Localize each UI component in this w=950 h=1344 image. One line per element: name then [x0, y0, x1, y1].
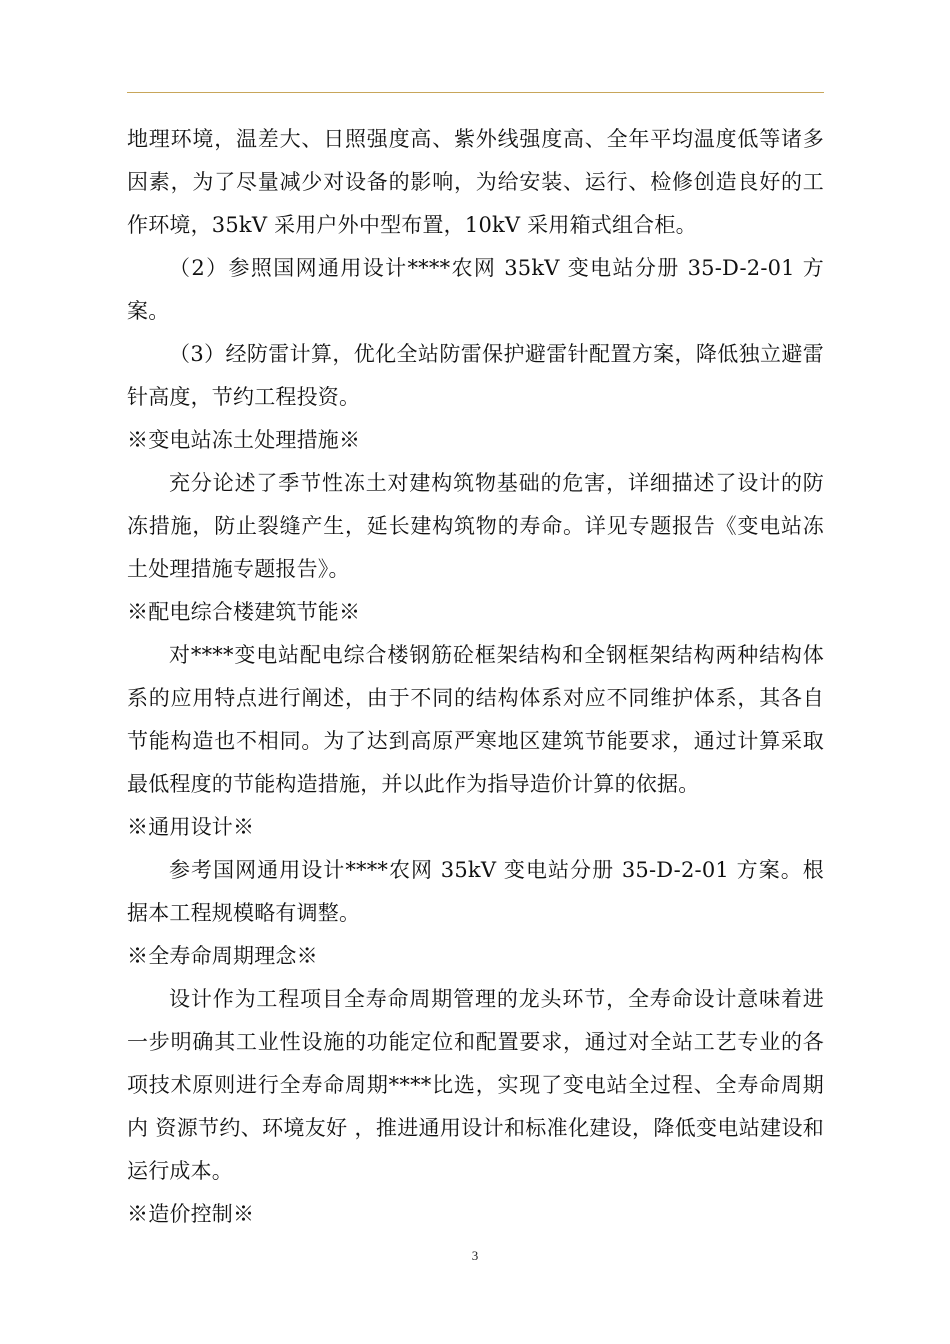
paragraph-item-2: （2）参照国网通用设计****农网 35kV 变电站分册 35-D-2-01 方案。: [127, 256, 824, 323]
header-rule: [127, 92, 824, 93]
section-heading-general-design: ※通用设计※: [127, 815, 255, 839]
section-heading-frozen-soil: ※变电站冻土处理措施※: [127, 428, 361, 452]
paragraph-life-cycle: 设计作为工程项目全寿命周期管理的龙头环节，全寿命设计意味着进一步明确其工业性设施的功能定位和配置要求，通过对全站工艺专业的各项技术原则进行全寿命周期****比选，实现了变电站全过程、全寿命周期内 资源节约、环境友好 ，推进通用设计和标准化建设，降低变电站建设和运行成本。: [127, 987, 824, 1183]
section-heading-cost-control: ※造价控制※: [127, 1202, 255, 1226]
section-heading-building-energy: ※配电综合楼建筑节能※: [127, 600, 361, 624]
paragraph-terrain: 地理环境，温差大、日照强度高、紫外线强度高、全年平均温度低等诸多因素，为了尽量减少对设备的影响，为给安装、运行、检修创造良好的工作环境，35kV 采用户外中型布置，10kV 采用箱式组合柜。: [127, 127, 824, 237]
paragraph-frozen-soil: 充分论述了季节性冻土对建构筑物基础的危害，详细描述了设计的防冻措施，防止裂缝产生，延长建构筑物的寿命。详见专题报告《变电站冻土处理措施专题报告》。: [127, 471, 824, 581]
paragraph-item-3: （3）经防雷计算，优化全站防雷保护避雷针配置方案，降低独立避雷针高度，节约工程投资。: [127, 342, 824, 409]
section-heading-life-cycle: ※全寿命周期理念※: [127, 944, 318, 968]
paragraph-general-design: 参考国网通用设计****农网 35kV 变电站分册 35-D-2-01 方案。根据本工程规模略有调整。: [127, 858, 824, 925]
document-body: [127, 118, 824, 1236]
paragraph-building-energy: 对****变电站配电综合楼钢筋砼框架结构和全钢框架结构两种结构体系的应用特点进行阐述，由于不同的结构体系对应不同维护体系，其各自节能构造也不相同。为了达到高原严寒地区建筑节能要求，通过计算采取最低程度的节能构造措施，并以此作为指导造价计算的依据。: [127, 643, 824, 796]
page-number: 3: [471, 1248, 479, 1263]
